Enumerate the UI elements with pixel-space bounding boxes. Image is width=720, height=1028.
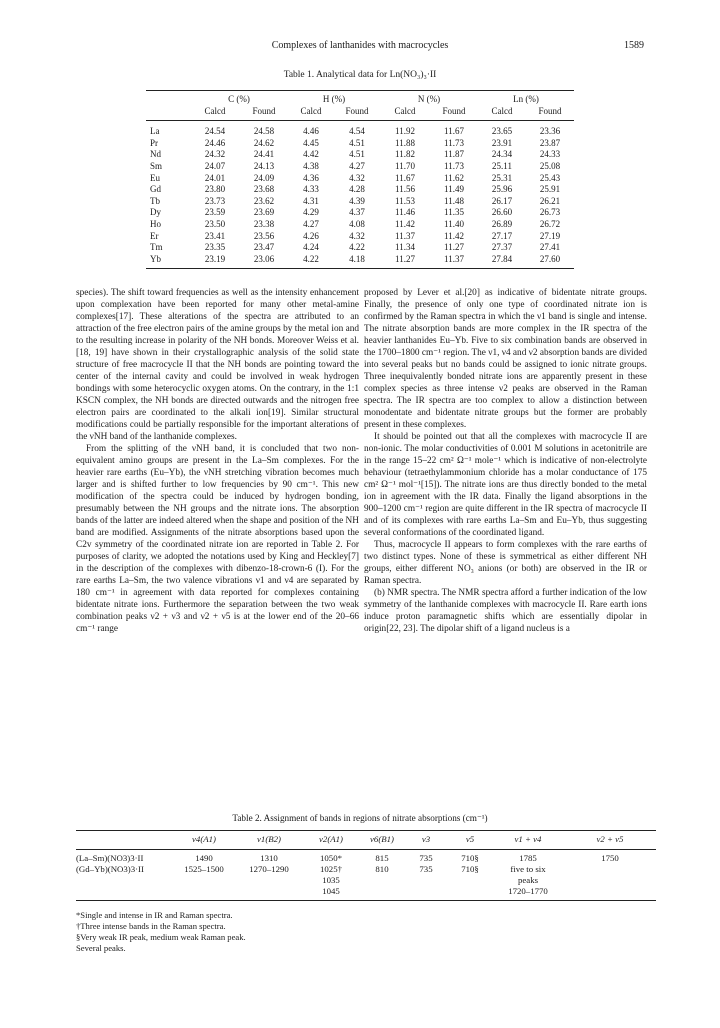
- value-cell: 27.41: [539, 242, 561, 253]
- table-row: [146, 184, 574, 196]
- value-cell: 11.27: [444, 242, 464, 253]
- paragraph: Thus, macrocycle II appears to form complexes with the rare earths of two distinct types. None of these is symmetrical as either different NH groups, either different NO₃ anions (or both) are observed in the IR or Raman spectra.: [364, 540, 647, 586]
- group-header-ln: Ln (%): [513, 94, 539, 104]
- element-cell: Tb: [150, 195, 160, 206]
- table-row: [76, 886, 656, 901]
- element-cell: Sm: [150, 160, 163, 171]
- value-cell: 11.82: [395, 149, 415, 160]
- group-header-h: H (%): [322, 94, 346, 104]
- value-cell: 1750: [601, 852, 619, 863]
- table-row: [146, 242, 574, 254]
- compound-cell: [76, 886, 172, 901]
- table-row: [146, 196, 574, 208]
- column-header: ν2 + ν5: [564, 831, 656, 850]
- value-cell: 23.56: [253, 230, 275, 241]
- compound-cell: (Gd–Yb)(NO3)3·II: [76, 863, 144, 874]
- value-cell: 1050*: [320, 852, 342, 863]
- table-row: [146, 207, 574, 219]
- table-row: [76, 849, 656, 864]
- value-cell: 1525–1500: [184, 863, 224, 874]
- value-cell: [360, 875, 404, 886]
- value-cell: 27.84: [491, 253, 513, 264]
- table-row: [146, 219, 574, 231]
- sub-header: Found: [430, 106, 478, 121]
- group-header-c: C (%): [228, 94, 250, 104]
- element-cell: Nd: [150, 149, 161, 160]
- column-header: ν1(B2): [236, 831, 302, 850]
- value-cell: [172, 875, 236, 886]
- value-cell: 810: [375, 863, 389, 874]
- value-cell: 24.62: [253, 137, 275, 148]
- table-row: [146, 254, 574, 269]
- value-cell: 4.24: [303, 242, 319, 253]
- value-cell: 11.35: [444, 207, 464, 218]
- value-cell: 24.58: [253, 126, 275, 137]
- value-cell: [448, 886, 492, 901]
- column-header: ν1 + ν4: [492, 831, 564, 850]
- element-cell: Ho: [150, 218, 161, 229]
- value-cell: 11.42: [444, 230, 464, 241]
- value-cell: 710§: [461, 852, 479, 863]
- value-cell: peaks: [517, 874, 539, 885]
- value-cell: 23.47: [253, 242, 275, 253]
- value-cell: 11.73: [444, 137, 464, 148]
- value-cell: 23.38: [253, 218, 275, 229]
- value-cell: 24.33: [539, 149, 561, 160]
- value-cell: 4.18: [349, 253, 365, 264]
- element-cell: La: [150, 126, 160, 137]
- value-cell: 24.34: [491, 149, 513, 160]
- value-cell: 24.01: [204, 172, 226, 183]
- value-cell: 11.53: [395, 195, 415, 206]
- value-cell: 11.67: [444, 126, 464, 137]
- value-cell: 11.42: [395, 218, 415, 229]
- paragraph: (b) NMR spectra. The NMR spectra afford a further indication of the low symmetry of the lanthanide complexes with macrocycle II. Rare earth ions induce proton paramagnetic shifts which are essentially dipolar in origin[22, 23]. The dipolar shift of a ligand nucleus is a: [364, 588, 647, 634]
- value-cell: [564, 875, 656, 886]
- table-row: [76, 875, 656, 886]
- value-cell: 11.62: [444, 172, 464, 183]
- value-cell: 1785: [519, 852, 537, 863]
- table-row: [146, 138, 574, 150]
- column-header: ν2(A1): [302, 831, 360, 850]
- footnote: §Very weak IR peak, medium weak Raman peak.: [76, 932, 246, 942]
- value-cell: 26.21: [539, 195, 561, 206]
- table2-footnotes: [76, 910, 246, 954]
- value-cell: 1490: [195, 852, 213, 863]
- value-cell: 23.87: [539, 137, 561, 148]
- sub-header: Calcd: [190, 106, 240, 121]
- value-cell: 24.54: [204, 126, 226, 137]
- value-cell: 11.27: [395, 253, 415, 264]
- value-cell: 25.31: [491, 172, 513, 183]
- value-cell: 11.56: [395, 184, 415, 195]
- value-cell: 26.89: [491, 218, 513, 229]
- value-cell: 1035: [322, 874, 340, 885]
- element-cell: Eu: [150, 172, 160, 183]
- value-cell: [448, 875, 492, 886]
- value-cell: 11.40: [444, 218, 464, 229]
- value-cell: 4.26: [303, 230, 319, 241]
- table1-caption: Table 1. Analytical data for Ln(NO₃)₃·II: [283, 70, 437, 80]
- value-cell: 4.22: [303, 253, 319, 264]
- sub-header: Calcd: [288, 106, 334, 121]
- table-row: [76, 864, 656, 875]
- footnote: †Three intense bands in the Raman spectra.: [76, 921, 226, 931]
- value-cell: 27.60: [539, 253, 561, 264]
- value-cell: 24.41: [253, 149, 275, 160]
- value-cell: 11.37: [395, 230, 415, 241]
- value-cell: 11.92: [395, 126, 415, 137]
- value-cell: 23.69: [253, 207, 275, 218]
- value-cell: 23.68: [253, 184, 275, 195]
- running-title: Complexes of lanthanides with macrocycles: [271, 40, 449, 51]
- value-cell: 25.11: [492, 160, 512, 171]
- sub-header: Found: [526, 106, 574, 121]
- value-cell: 11.37: [444, 253, 464, 264]
- value-cell: 23.35: [204, 242, 226, 253]
- value-cell: 25.91: [539, 184, 561, 195]
- value-cell: 24.32: [204, 149, 226, 160]
- table2-header-row: [76, 831, 656, 850]
- value-cell: [236, 886, 302, 901]
- element-cell: Er: [150, 230, 159, 241]
- element-cell: Pr: [150, 137, 159, 148]
- footnote: *Single and intense in IR and Raman spectra.: [76, 910, 233, 920]
- value-cell: 11.49: [444, 184, 464, 195]
- footnote: Several peaks.: [76, 943, 126, 953]
- compound-cell: (La–Sm)(NO3)3·II: [76, 852, 144, 863]
- table-row: [146, 231, 574, 243]
- text-column-left: [76, 287, 359, 635]
- value-cell: 23.91: [491, 137, 513, 148]
- column-header: [76, 831, 172, 850]
- value-cell: [564, 886, 656, 901]
- value-cell: 11.67: [395, 172, 415, 183]
- value-cell: 4.39: [349, 195, 365, 206]
- value-cell: 26.72: [539, 218, 561, 229]
- running-head: [0, 40, 720, 54]
- sub-header: Found: [240, 106, 288, 121]
- value-cell: 4.32: [349, 230, 365, 241]
- value-cell: 4.27: [349, 160, 365, 171]
- element-cell: Tm: [150, 242, 163, 253]
- value-cell: 11.73: [444, 160, 464, 171]
- compound-cell: [76, 875, 172, 886]
- table-row: [146, 149, 574, 161]
- value-cell: 4.27: [303, 218, 319, 229]
- column-header: ν5: [448, 831, 492, 850]
- value-cell: 4.51: [349, 149, 365, 160]
- value-cell: 25.43: [539, 172, 561, 183]
- value-cell: 1270–1290: [249, 863, 289, 874]
- table-row: [146, 173, 574, 185]
- value-cell: 23.19: [204, 253, 226, 264]
- value-cell: 23.80: [204, 184, 226, 195]
- column-header: ν6(B1): [360, 831, 404, 850]
- value-cell: 23.36: [539, 126, 561, 137]
- value-cell: 11.88: [395, 137, 415, 148]
- value-cell: 1045: [322, 885, 340, 896]
- table1-body: [146, 121, 574, 269]
- column-header: ν4(A1): [172, 831, 236, 850]
- value-cell: 27.17: [491, 230, 513, 241]
- value-cell: [404, 886, 448, 901]
- value-cell: 4.38: [303, 160, 319, 171]
- value-cell: 25.96: [491, 184, 513, 195]
- value-cell: [404, 875, 448, 886]
- sub-header: Calcd: [478, 106, 526, 121]
- value-cell: 11.48: [444, 195, 464, 206]
- value-cell: 24.09: [253, 172, 275, 183]
- value-cell: five to six: [510, 863, 546, 874]
- nitrate-assignment-table: [76, 830, 656, 901]
- value-cell: 11.46: [395, 207, 415, 218]
- value-cell: 23.41: [204, 230, 226, 241]
- paragraph: species). The shift toward frequencies as well as the intensity enhancement upon complexation have been reported for many other metal-amine complexes[17]. These alterations of the spectra are attributed to an attraction of the free electron pairs of the amine groups by the metal ion and to the resulting increase in polarity of the NH bonds. Moreover Weiss et al.[18, 19] have shown in their crystallographic analysis of the solid state structure of free macrocycle II that the NH bonds are pointing toward the center of the internal cavity and could be involved in weak hydrogen bondings with some heterocyclic oxygen atoms. On the contrary, in the 1:1 KSCN complex, the NH bonds are directed outwards and the nitrogen free electron pairs are coordinated to the alkali ion[19]. Similar structural modifications could be partially responsible for the important alterations of the νNH band of the lanthanide complexes.: [76, 288, 359, 442]
- value-cell: 4.33: [303, 184, 319, 195]
- value-cell: 26.60: [491, 207, 513, 218]
- paragraph: From the splitting of the νNH band, it is concluded that two non-equivalent amino groups are present in the La–Sm complexes. For the heavier rare earths (Eu–Yb), the νNH stretching vibration becomes much larger and is shifted further to low frequencies by 90 cm⁻¹. This new modification of the spectra could be induced by hydrogen bonding, presumably between the NH groups and the nitrate ions. The absorption bands of the latter are indeed altered when the shape and position of the NH band are modified. Assignments of the nitrate absorptions based upon the C2v symmetry of the coordinated nitrate ion are reported in Table 2. For purposes of clarity, we adopted the notations used by King and Heckley[7] in the description of the complexes with dibenzo-18-crown-6 (I). For the rare earths La–Sm, the two valence vibrations ν1 and ν4 are separated by 180 cm⁻¹ in agreement with data reported for complexes containing bidentate nitrate ions. Furthermore the separation between the two weak combination peaks ν2 + ν3 and ν2 + ν5 is at the lower end of the 20–66 cm⁻¹ range: [76, 444, 359, 634]
- value-cell: 1720–1770: [508, 885, 548, 896]
- paragraph: proposed by Lever et al.[20] as indicative of bidentate nitrate groups. Finally, the presence of only one type of coordinated nitrate ion is confirmed by the Raman spectra in which the ν1 band is single and intense. The nitrate absorption bands are more complex in the IR spectra of the heavier lanthanides Eu–Yb. Five to six combination bands are observed in the 1700–1800 cm⁻¹ region. The ν1, ν4 and ν2 absorption bands are divided into several peaks but no bands could be assigned to ionic nitrate groups. Three inequivalently bonded nitrate ions are apparently present in these complex species as three intense ν2 peaks are observed in the Raman spectra. The IR spectra are too complex to allow a distinction between monodentate and bidentate nitrate groups but the former are probably present in these complexes.: [364, 288, 647, 430]
- value-cell: 24.46: [204, 137, 226, 148]
- value-cell: 4.31: [303, 195, 319, 206]
- value-cell: 23.06: [253, 253, 275, 264]
- value-cell: 1310: [260, 852, 278, 863]
- value-cell: 23.62: [253, 195, 275, 206]
- value-cell: 4.08: [349, 218, 365, 229]
- table-row: [146, 121, 574, 138]
- value-cell: 24.07: [204, 160, 226, 171]
- value-cell: 4.51: [349, 137, 365, 148]
- value-cell: [564, 864, 656, 875]
- value-cell: 26.17: [491, 195, 513, 206]
- analytical-data-table: [146, 90, 574, 269]
- value-cell: 23.65: [491, 126, 513, 137]
- value-cell: 1025†: [320, 863, 342, 874]
- group-header-n: N (%): [417, 94, 441, 104]
- table2-caption: Table 2. Assignment of bands in regions of nitrate absorptions (cm⁻¹): [232, 813, 488, 823]
- value-cell: 4.32: [349, 172, 365, 183]
- value-cell: 27.19: [539, 230, 561, 241]
- value-cell: 4.36: [303, 172, 319, 183]
- sub-header: Calcd: [380, 106, 430, 121]
- column-header: ν3: [404, 831, 448, 850]
- value-cell: 4.54: [349, 126, 365, 137]
- page-number: 1589: [624, 40, 644, 51]
- value-cell: [172, 886, 236, 901]
- value-cell: 23.50: [204, 218, 226, 229]
- element-cell: Gd: [150, 184, 161, 195]
- table-row: [146, 161, 574, 173]
- value-cell: 735: [419, 863, 433, 874]
- element-cell: Yb: [150, 253, 161, 264]
- paragraph: It should be pointed out that all the complexes with macrocycle II are non-ionic. The molar conductivities of 0.001 M solutions in acetonitrile are in the range 15–22 cm² Ω⁻¹ mole⁻¹ which is indicative of non-electrolyte behaviour (tetraethylammonium chloride has a molar conductance of 175 cm² Ω⁻¹ mol⁻¹[15]). The nitrate ions are thus directly bonded to the metal ion in agreement with the IR data. Finally the ligand absorptions in the 900–1200 cm⁻¹ region are quite different in the IR spectra of macrocycle II and of its complexes with rare earths La–Sm and Eu–Yb, thus suggesting several conformations of the coordinated ligand.: [364, 432, 647, 538]
- sub-header: Found: [334, 106, 380, 121]
- value-cell: 815: [375, 852, 389, 863]
- value-cell: 710§: [461, 863, 479, 874]
- element-cell: Dy: [150, 207, 161, 218]
- value-cell: 735: [419, 852, 433, 863]
- value-cell: 4.42: [303, 149, 319, 160]
- value-cell: [236, 875, 302, 886]
- value-cell: 23.73: [204, 195, 226, 206]
- value-cell: 4.28: [349, 184, 365, 195]
- value-cell: 4.46: [303, 126, 319, 137]
- value-cell: 24.13: [253, 160, 275, 171]
- value-cell: 26.73: [539, 207, 561, 218]
- value-cell: 27.37: [491, 242, 513, 253]
- table2-body: [76, 849, 656, 900]
- value-cell: 11.87: [444, 149, 464, 160]
- table1-sub-header: [146, 106, 574, 121]
- value-cell: [360, 886, 404, 901]
- value-cell: 4.45: [303, 137, 319, 148]
- value-cell: 4.22: [349, 242, 365, 253]
- value-cell: 23.59: [204, 207, 226, 218]
- value-cell: 11.34: [395, 242, 415, 253]
- value-cell: 4.29: [303, 207, 319, 218]
- value-cell: 4.37: [349, 207, 365, 218]
- table1-group-header: [146, 91, 574, 106]
- value-cell: 11.70: [395, 160, 415, 171]
- text-column-right: [364, 287, 647, 635]
- value-cell: 25.08: [539, 160, 561, 171]
